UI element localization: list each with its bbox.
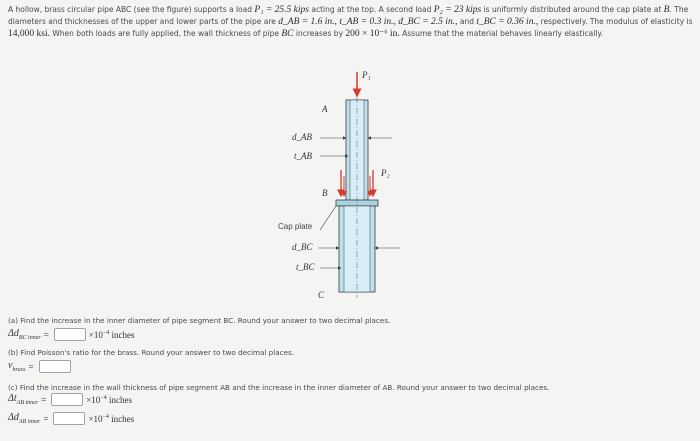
part-b-prompt: (b) Find Poisson's ratio for the brass. Round your answer to two decimal places. <box>8 348 295 357</box>
equals-sign: = <box>41 394 47 405</box>
segment-bc-label: BC <box>281 29 294 39</box>
problem-text: and <box>459 17 474 26</box>
modulus-equation: 14,000 ksi. <box>8 29 50 39</box>
equals-sign: = <box>28 361 34 372</box>
p2-label: P₂ <box>381 168 390 178</box>
problem-statement <box>8 4 696 40</box>
equals-sign: = <box>43 413 49 424</box>
problem-text: increases by <box>295 29 344 38</box>
problem-text: A hollow, brass circular pipe ABC (see the figure) supports a load <box>8 5 252 14</box>
part-a-prompt: (a) Find the increase in the inner diameter of pipe segment BC. Round your answer to two decimal places. <box>8 316 391 325</box>
dab-label: d_AB <box>292 132 312 142</box>
p1-label: P₁ <box>362 70 371 80</box>
point-b-label: B <box>663 5 670 15</box>
problem-text: . The <box>669 5 689 14</box>
delta-d-ab-input[interactable] <box>53 412 85 425</box>
part-c-diameter-symbol: $\Delta d_{AB inner}$ <box>8 412 41 425</box>
point-c-label: C <box>318 290 325 300</box>
delta-t-ab-input[interactable] <box>51 393 83 406</box>
problem-text: Assume that the material behaves linearly elastically. <box>402 29 604 38</box>
delta-d-bc-input[interactable] <box>54 328 86 341</box>
point-a-label: A <box>322 104 328 114</box>
point-b-label: B <box>322 188 328 198</box>
dbc-equation: d_BC = 2.5 in., <box>398 17 458 27</box>
problem-text: acting at the top. A second load <box>311 5 432 14</box>
problem-text: diameters and thicknesses of the upper and lower parts of the pipe are <box>8 17 276 26</box>
tbc-equation: t_BC = 0.36 in., <box>476 17 539 27</box>
problem-text: respectively. The modulus of elasticity is <box>540 17 693 26</box>
tab-equation: t_AB = 0.3 in., <box>339 17 396 27</box>
part-c-prompt: (c) Find the increase in the wall thickness of pipe segment AB and the increase in the inner diameter of AB. Round your answer to two decimal places. <box>8 383 550 392</box>
cap-plate-leader <box>320 206 336 230</box>
dbc-label: d_BC <box>292 242 313 252</box>
poisson-ratio-input[interactable] <box>39 360 71 373</box>
increase-equation: 200 × 10⁻⁶ in. <box>345 29 400 39</box>
part-b-symbol: $\nu_{brass}$ <box>8 360 26 373</box>
part-c-diameter-unit: $\times 10^{-4}$ inches <box>88 413 135 424</box>
pipe-figure <box>268 66 418 306</box>
pipe-diagram <box>268 66 418 306</box>
equals-sign: = <box>43 329 49 340</box>
part-c-thickness-unit: $\times 10^{-4}$ inches <box>86 394 132 405</box>
part-c-diameter-row <box>8 412 134 425</box>
part-c-thickness-symbol: $\Delta t_{AB inner}$ <box>8 393 39 406</box>
part-a-unit: $\times 10^{-4}$ inches <box>88 329 135 340</box>
tbc-label: t_BC <box>296 262 315 272</box>
part-a-symbol: $\Delta d_{BC inner}$ <box>8 328 41 341</box>
problem-text: is uniformly distributed around the cap plate at <box>483 5 662 14</box>
tab-label: t_AB <box>294 151 312 161</box>
problem-text: When both loads are fully applied, the wall thickness of pipe <box>52 29 279 38</box>
cap-plate-label: Cap plate <box>278 222 313 231</box>
part-b-answer-row <box>8 360 74 373</box>
part-a-answer-row <box>8 328 135 341</box>
p2-equation: P₂ = 23 kips <box>433 5 482 15</box>
p1-equation: P₁ = 25.5 kips <box>254 5 309 15</box>
dab-equation: d_AB = 1.6 in., <box>278 17 337 27</box>
part-c-thickness-row <box>8 393 132 406</box>
